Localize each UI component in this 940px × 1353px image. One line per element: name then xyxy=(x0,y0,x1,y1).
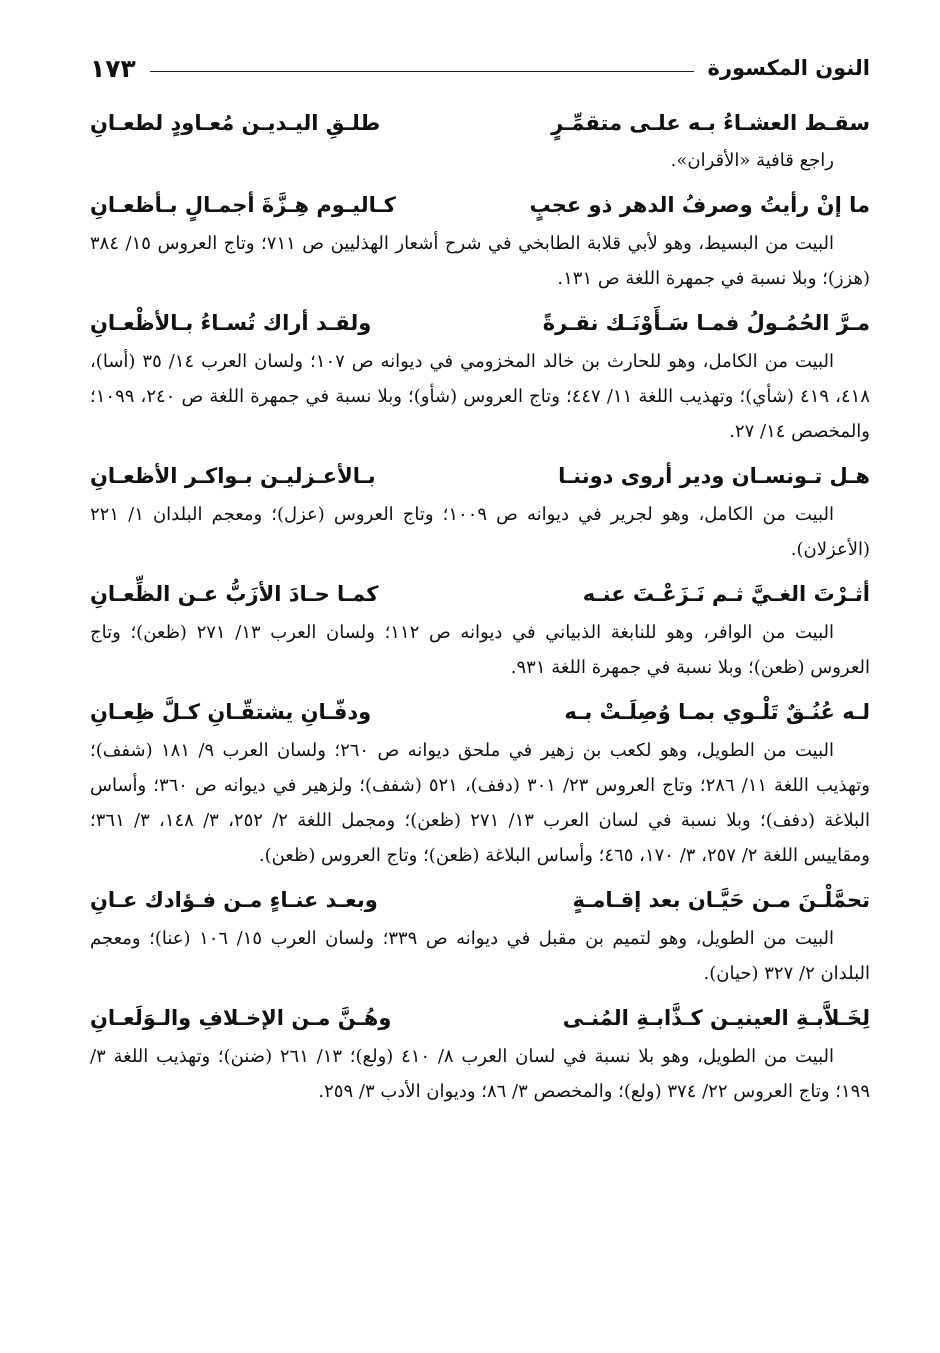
verse xyxy=(90,993,870,1039)
page-body xyxy=(90,98,870,1111)
verse-first-hemistich: هـل تـونسـان ودير أروى دوننـا xyxy=(558,464,870,488)
verse-second-hemistich: وبعـد عنـاءٍ مـن فـؤادك عـانِ xyxy=(90,888,378,912)
entry-6 xyxy=(90,687,870,875)
verse xyxy=(90,298,870,344)
verse-second-hemistich: بـالأعـزليـن بـواكـر الأظعـانِ xyxy=(90,464,376,488)
entry-5 xyxy=(90,569,870,687)
verse-second-hemistich: طلـقِ اليـديـن مُعـاودٍ لطعـانِ xyxy=(90,111,381,135)
verse-commentary: البيت من الطويل، وهو لتميم بن مقبل في ديوانه ص ٣٣٩؛ ولسان العرب ١٥/ ١٠٦ (عنا)؛ ومعجم البلدان ٢/ ٣٢٧ (حيان). xyxy=(90,928,870,984)
entry-8 xyxy=(90,993,870,1111)
verse xyxy=(90,180,870,226)
verse-commentary: البيت من الكامل، وهو للحارث بن خالد المخزومي في ديوانه ص ١٠٧؛ ولسان العرب ١٤/ ٣٥ (أسا)، ٤١٨، ٤١٩ (شأي)؛ وتهذيب اللغة ١١/ ٤٤٧؛ وتاج العروس (شأو)؛ وبلا نسبة في جمهرة اللغة ص ٢٤٠، ١٠٩٩؛ والمخصص ١٤/ ٢٧. xyxy=(90,351,870,442)
verse-first-hemistich: تحمَّلْـنَ مـن حَيَّـان بعد إقـامـةٍ xyxy=(572,888,870,912)
verse xyxy=(90,569,870,615)
verse-second-hemistich: ولقـد أراك تُسـاءُ بـالأظْعـانِ xyxy=(90,311,372,335)
cross-reference-note: راجع قافية «الأقران». xyxy=(670,150,834,171)
verse-second-hemistich: وهُـنَّ مـن الإخـلافِ والـوَلَعـانِ xyxy=(90,1006,392,1030)
verse-commentary: البيت من الطويل، وهو بلا نسبة في لسان العرب ٨/ ٤١٠ (ولع)؛ ١٣/ ٢٦١ (ضنن)؛ وتهذيب اللغة ٣/ ١٩٩؛ وتاج العروس ٢٢/ ٣٧٤ (ولع)؛ والمخصص ٣/ ٨٦؛ وديوان الأدب ٣/ ٢٥٩. xyxy=(90,1046,870,1102)
verse xyxy=(90,875,870,921)
verse-commentary: البيت من الوافر، وهو للنابغة الذبياني في ديوانه ص ١١٢؛ ولسان العرب ١٣/ ٢٧١ (ظعن)؛ وتاج العروس (ظعن)؛ وبلا نسبة في جمهرة اللغة ٩٣١. xyxy=(90,622,870,678)
verse-first-hemistich: مـرَّ الحُمُـولُ فمـا سَـأَوْنَـك نقـرةً xyxy=(542,311,870,335)
verse-second-hemistich: كـاليـوم هِـزَّةَ أجمـالٍ بـأظعـانِ xyxy=(90,193,396,217)
header-rule xyxy=(150,71,694,72)
entry-2 xyxy=(90,180,870,298)
verse-first-hemistich: سقـط العشـاءُ بـه علـى متقمِّـرٍ xyxy=(551,111,870,135)
verse-second-hemistich: ودفّـانِ يشتقّـانِ كـلَّ ظِعـانِ xyxy=(90,700,372,724)
entry-3 xyxy=(90,298,870,451)
verse-first-hemistich: لـه عُنُـقٌ تَلْـوي بمـا وُصِلَـتْ بـه xyxy=(564,700,870,724)
running-title: النون المكسورة xyxy=(707,56,870,80)
verse-commentary: البيت من الكامل، وهو لجرير في ديوانه ص ١٠٠٩؛ وتاج العروس (عزل)؛ ومعجم البلدان ١/ ٢٢١ (الأعزلان). xyxy=(90,504,870,560)
verse-second-hemistich: كمـا حـادَ الأزَبُّ عـن الظِّعـانِ xyxy=(90,582,379,606)
verse-first-hemistich: أثـرْتَ الغـيَّ ثـم نَـزَعْـتَ عنـه xyxy=(582,582,870,606)
entry-4 xyxy=(90,451,870,569)
page-header xyxy=(90,50,870,86)
verse-first-hemistich: لِخَـلاَّبـةِ العينيـن كـذَّابـةِ المُنـى xyxy=(562,1006,870,1030)
verse xyxy=(90,687,870,733)
verse-commentary: البيت من الطويل، وهو لكعب بن زهير في ملحق ديوانه ص ٢٦٠؛ ولسان العرب ٩/ ١٨١ (شفف)؛ وتهذيب اللغة ١١/ ٢٨٦؛ وتاج العروس ٢٣/ ٣٠١ (دفف)، ٥٢١ (شفف)؛ ولزهير في ديوانه ص ٣٦٠؛ وأساس البلاغة (دفف)؛ وبلا نسبة في لسان العرب ١٣/ ٢٧١ (ظعن)؛ ومجمل اللغة ٢/ ٢٥٢، ٣/ ١٤٨، ٣/ ٣٦١؛ ومقاييس اللغة ٢/ ٢٥٧، ٣/ ١٧٠، ٤٦٥؛ وأساس البلاغة (ظعن)؛ وتاج العروس (ظعن). xyxy=(90,740,870,866)
verse xyxy=(90,451,870,497)
verse-commentary: البيت من البسيط، وهو لأبي قلابة الطابخي في شرح أشعار الهذليين ص ٧١١؛ وتاج العروس ١٥/ ٣٨٤ (هزز)؛ وبلا نسبة في جمهرة اللغة ص ١٣١. xyxy=(90,233,870,289)
page-number: ١٧٣ xyxy=(90,53,136,83)
entry-7 xyxy=(90,875,870,993)
verse-first-hemistich: ما إنْ رأيتُ وصرفُ الدهر ذو عجبٍ xyxy=(529,193,870,217)
verse xyxy=(90,98,870,144)
entry-1 xyxy=(90,98,870,178)
